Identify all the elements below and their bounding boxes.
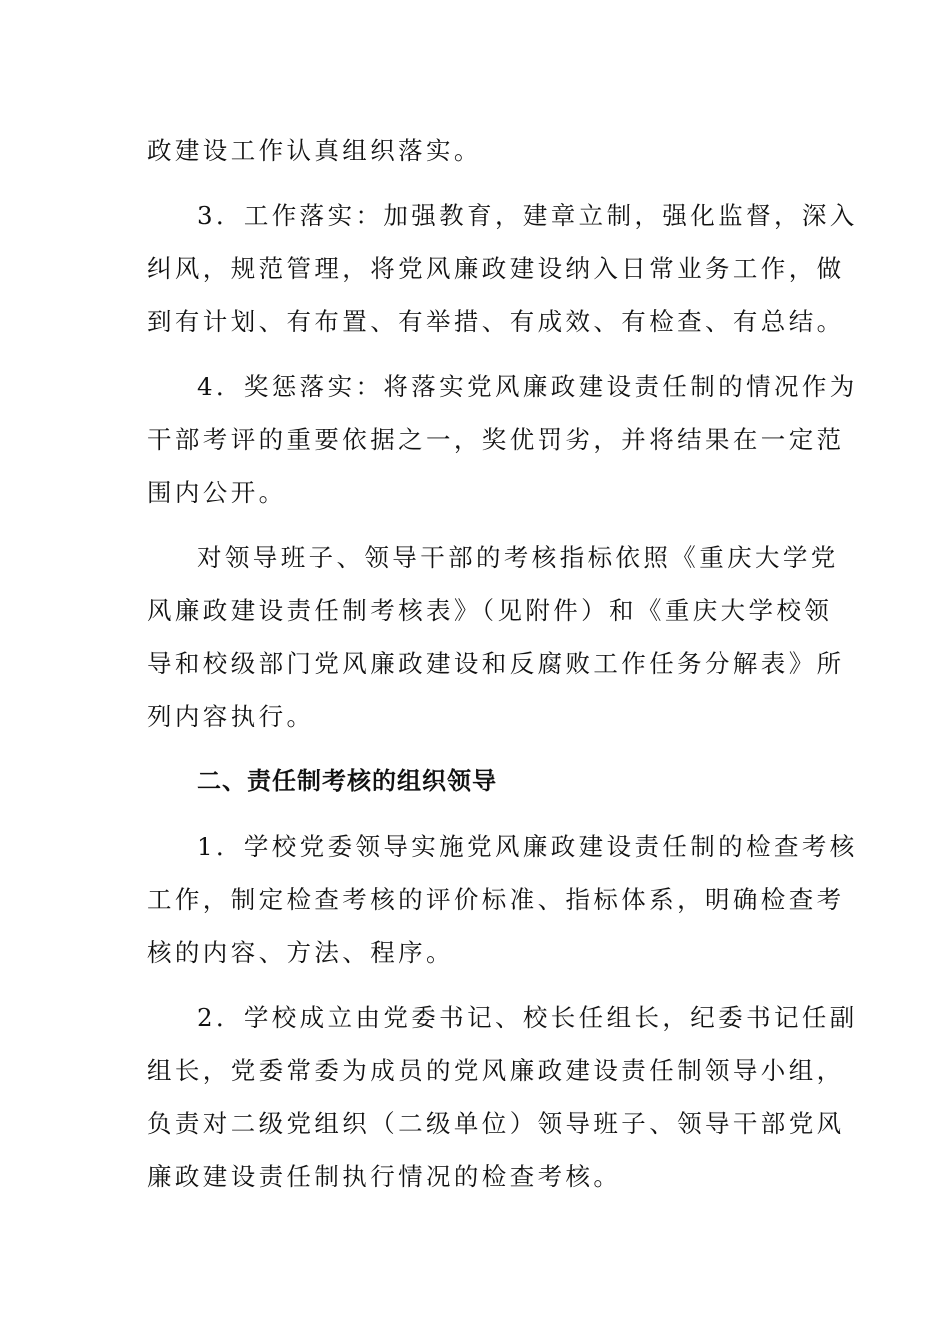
text-line: 核的内容、方法、程序。 bbox=[147, 938, 454, 967]
text-line: 纠风，规范管理，将党风廉政建设纳入日常业务工作，做 bbox=[147, 254, 845, 283]
text-line: 1．学校党委领导实施党风廉政建设责任制的检查考核 bbox=[197, 832, 858, 861]
paragraph-assessment-indicators bbox=[147, 531, 845, 743]
paragraph-leading-group bbox=[147, 991, 858, 1203]
text-line: 风廉政建设责任制考核表》（见附件）和《重庆大学校领 bbox=[147, 596, 833, 625]
text-line: 对领导班子、领导干部的考核指标依照《重庆大学党 bbox=[197, 543, 839, 572]
section-heading: 二、责任制考核的组织领导 bbox=[197, 767, 497, 795]
document-page bbox=[147, 124, 858, 1203]
paragraph-continuation bbox=[147, 124, 807, 177]
text-line: 围内公开。 bbox=[147, 478, 287, 507]
paragraph-work-implementation bbox=[147, 189, 858, 348]
text-line: 工作，制定检查考核的评价标准、指标体系，明确检查考 bbox=[147, 885, 845, 914]
paragraph-party-committee-leadership bbox=[147, 820, 858, 979]
text-line: 干部考评的重要依据之一，奖优罚劣，并将结果在一定范 bbox=[147, 425, 845, 454]
text-line: 导和校级部门党风廉政建设和反腐败工作任务分解表》所 bbox=[147, 649, 845, 678]
text-line: 组长，党委常委为成员的党风廉政建设责任制领导小组， bbox=[147, 1056, 845, 1085]
text-line: 列内容执行。 bbox=[147, 702, 315, 731]
text-line: 2．学校成立由党委书记、校长任组长，纪委书记任副 bbox=[197, 1003, 858, 1032]
text-line: 廉政建设责任制执行情况的检查考核。 bbox=[147, 1162, 622, 1191]
text-line: 政建设工作认真组织落实。 bbox=[147, 136, 482, 165]
text-line: 到有计划、有布置、有举措、有成效、有检查、有总结。 bbox=[147, 307, 845, 336]
paragraph-rewards-penalties bbox=[147, 360, 858, 519]
text-line: 负责对二级党组织（二级单位）领导班子、领导干部党风 bbox=[147, 1109, 845, 1138]
text-line: 3．工作落实：加强教育，建章立制，强化监督，深入 bbox=[197, 201, 858, 230]
text-line: 4．奖惩落实：将落实党风廉政建设责任制的情况作为 bbox=[197, 372, 858, 401]
